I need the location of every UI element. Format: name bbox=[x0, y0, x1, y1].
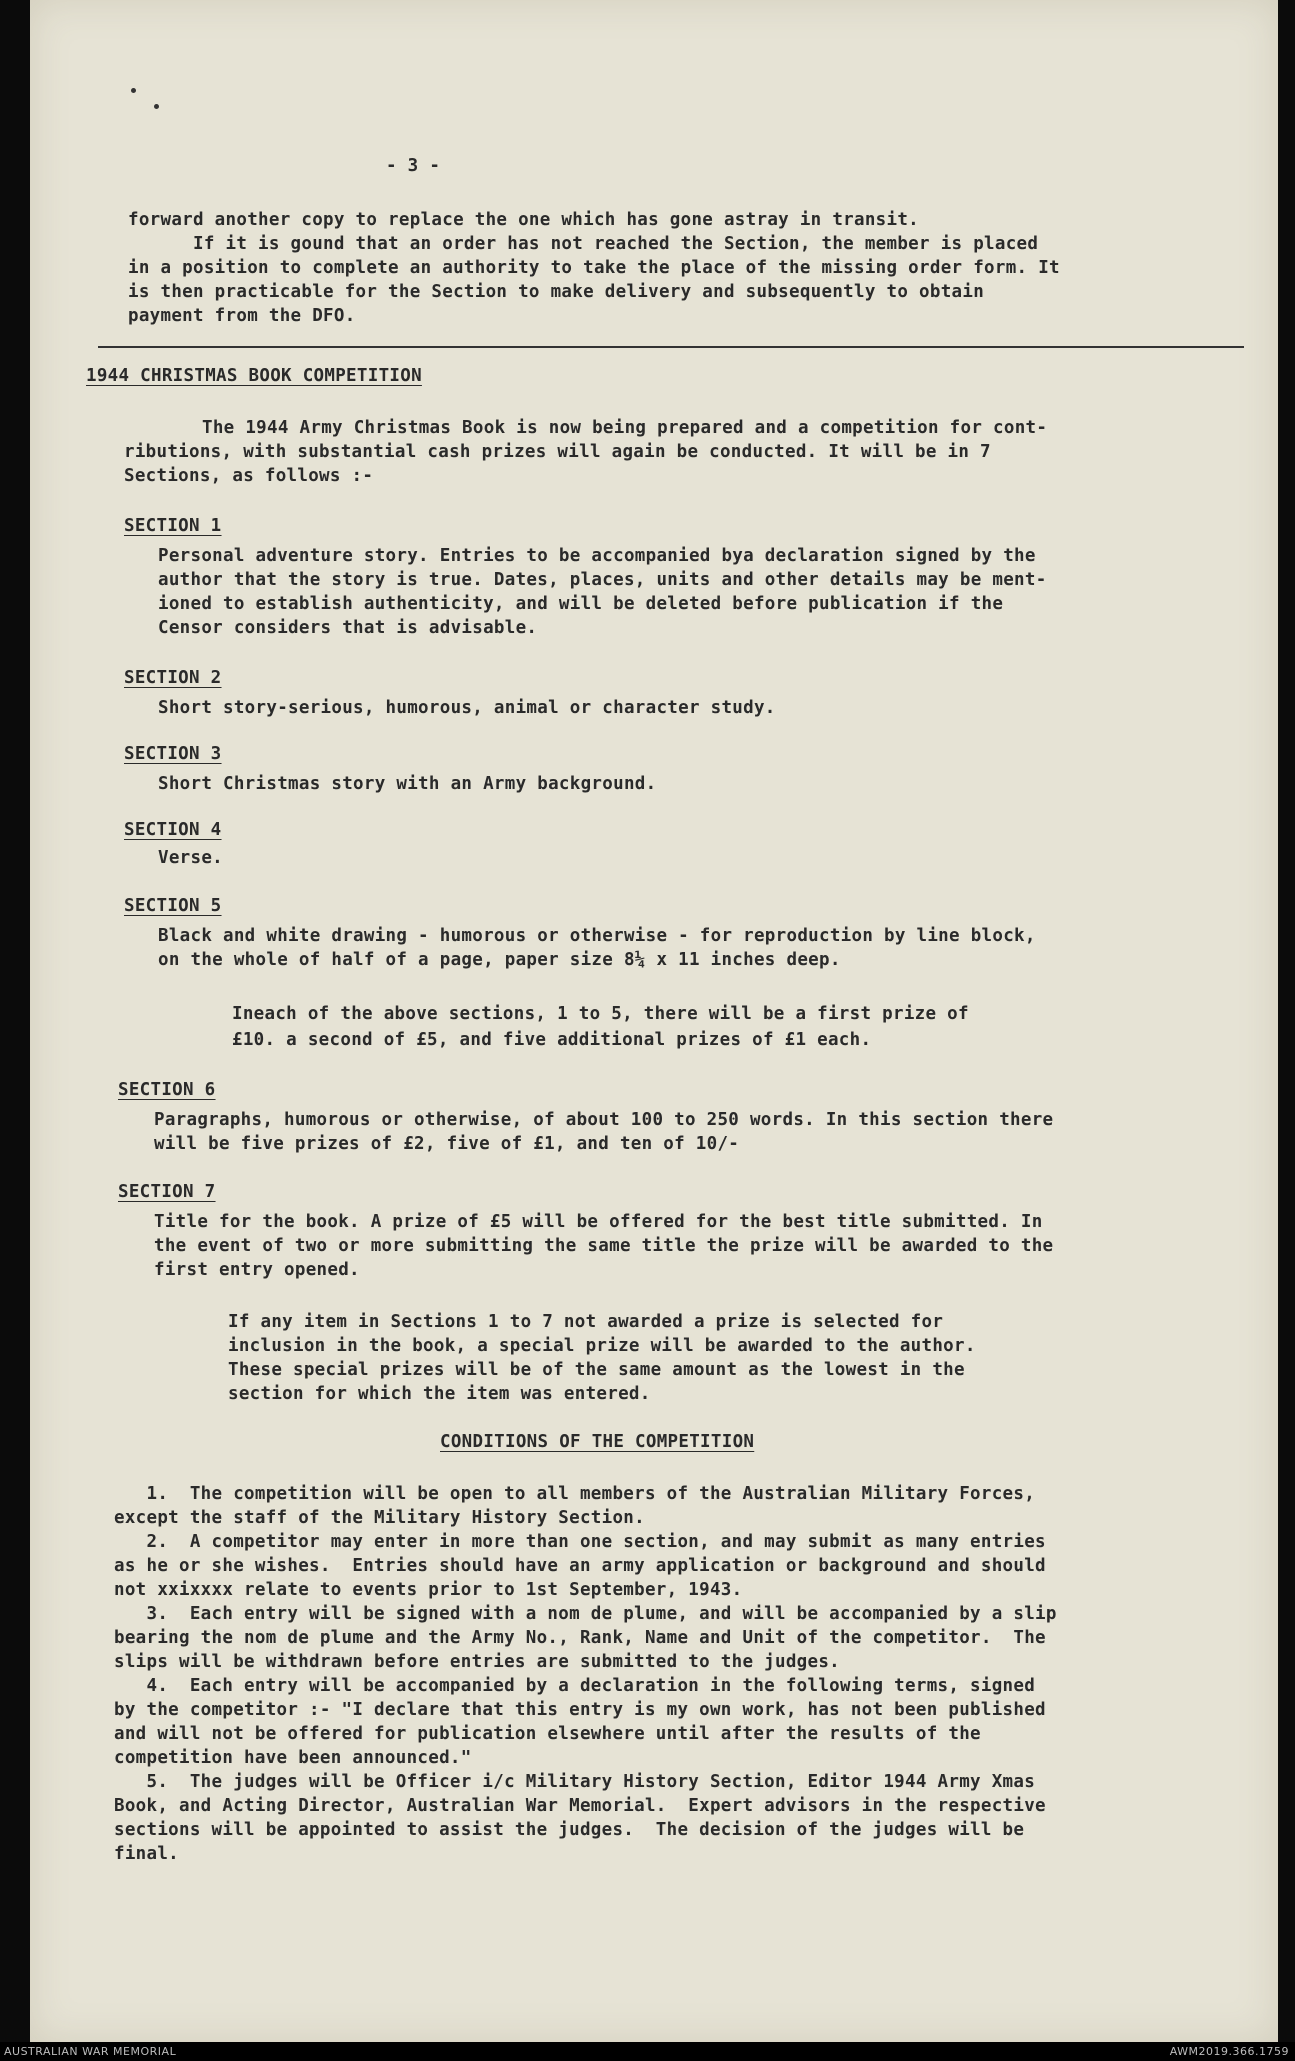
section-line: Verse. bbox=[158, 848, 224, 868]
section-heading: SECTION 1 bbox=[124, 516, 222, 536]
condition-line: competition have been announced." bbox=[114, 1748, 472, 1768]
intro-line: forward another copy to replace the one which has gone astray in transit. bbox=[128, 210, 920, 230]
section-line: author that the story is true. Dates, places, units and other details may be ment- bbox=[158, 570, 1047, 590]
competition-intro-line: Sections, as follows :- bbox=[124, 466, 374, 486]
condition-line: not xxixxxx relate to events prior to 1st September, 1943. bbox=[114, 1580, 743, 1600]
section-line: the event of two or more submitting the same title the prize will be awarded to the bbox=[154, 1236, 1054, 1256]
prize-note-line: £10. a second of £5, and five additional prizes of £1 each. bbox=[232, 1030, 872, 1050]
intro-line: payment from the DFO. bbox=[128, 306, 356, 326]
section-line: will be five prizes of £2, five of £1, and ten of 10/- bbox=[154, 1134, 740, 1154]
section-line: ioned to establish authenticity, and will be deleted before publication if the bbox=[158, 594, 1004, 614]
condition-line: slips will be withdrawn before entries are submitted to the judges. bbox=[114, 1652, 841, 1672]
competition-intro-line: The 1944 Army Christmas Book is now being prepared and a competition for cont- bbox=[202, 418, 1048, 438]
intro-line: in a position to complete an authority to take the place of the missing order form. It bbox=[128, 258, 1060, 278]
condition-line: Book, and Acting Director, Australian War Memorial. Expert advisors in the respective bbox=[114, 1796, 1046, 1816]
section-heading: SECTION 4 bbox=[124, 820, 222, 840]
footer-institution: AUSTRALIAN WAR MEMORIAL bbox=[4, 2045, 177, 2058]
condition-line: 1. The competition will be open to all members of the Australian Military Forces, bbox=[114, 1484, 1036, 1504]
condition-line: except the staff of the Military History Section. bbox=[114, 1508, 645, 1528]
footer-accession-number: AWM2019.366.1759 bbox=[1169, 2045, 1289, 2058]
section-line: on the whole of half of a page, paper size 8¼ x 11 inches deep. bbox=[158, 950, 841, 970]
conditions-title: CONDITIONS OF THE COMPETITION bbox=[440, 1432, 755, 1452]
section-heading: SECTION 6 bbox=[118, 1080, 216, 1100]
ink-mark bbox=[154, 104, 159, 109]
condition-line: 3. Each entry will be signed with a nom de plume, and will be accompanied by a slip bbox=[114, 1604, 1057, 1624]
section-heading: SECTION 5 bbox=[124, 896, 222, 916]
archive-footer bbox=[0, 2042, 1295, 2061]
section-line: Short story-serious, humorous, animal or character study. bbox=[158, 698, 776, 718]
divider-rule bbox=[98, 346, 1244, 348]
condition-line: 4. Each entry will be accompanied by a declaration in the following terms, signed bbox=[114, 1676, 1036, 1696]
intro-line: is then practicable for the Section to make delivery and subsequently to obtain bbox=[128, 282, 985, 302]
special-note-line: If any item in Sections 1 to 7 not awarded a prize is selected for bbox=[228, 1312, 944, 1332]
condition-line: and will not be offered for publication elsewhere until after the results of the bbox=[114, 1724, 981, 1744]
section-line: Short Christmas story with an Army background. bbox=[158, 774, 657, 794]
condition-line: 5. The judges will be Officer i/c Military History Section, Editor 1944 Army Xmas bbox=[114, 1772, 1036, 1792]
ink-mark bbox=[131, 88, 136, 93]
special-note-line: section for which the item was entered. bbox=[228, 1384, 651, 1404]
condition-line: final. bbox=[114, 1844, 180, 1864]
section-line: first entry opened. bbox=[154, 1260, 360, 1280]
page-number: - 3 - bbox=[386, 156, 441, 176]
section-line: Personal adventure story. Entries to be accompanied bya declaration signed by the bbox=[158, 546, 1036, 566]
section-heading: SECTION 3 bbox=[124, 744, 222, 764]
section-line: Paragraphs, humorous or otherwise, of about 100 to 250 words. In this section there bbox=[154, 1110, 1054, 1130]
section-heading: SECTION 2 bbox=[124, 668, 222, 688]
special-note-line: These special prizes will be of the same amount as the lowest in the bbox=[228, 1360, 965, 1380]
intro-line: If it is gound that an order has not reached the Section, the member is placed bbox=[128, 234, 1039, 254]
section-line: Black and white drawing - humorous or otherwise - for reproduction by line block, bbox=[158, 926, 1036, 946]
document-page bbox=[30, 0, 1278, 2042]
special-note-line: inclusion in the book, a special prize will be awarded to the author. bbox=[228, 1336, 976, 1356]
prize-note-line: Ineach of the above sections, 1 to 5, there will be a first prize of bbox=[232, 1004, 969, 1024]
condition-line: by the competitor :- "I declare that this entry is my own work, has not been published bbox=[114, 1700, 1046, 1720]
section-heading: SECTION 7 bbox=[118, 1182, 216, 1202]
condition-line: sections will be appointed to assist the judges. The decision of the judges will be bbox=[114, 1820, 1025, 1840]
condition-line: 2. A competitor may enter in more than one section, and may submit as many entries bbox=[114, 1532, 1046, 1552]
competition-title: 1944 CHRISTMAS BOOK COMPETITION bbox=[86, 366, 422, 386]
condition-line: bearing the nom de plume and the Army No., Rank, Name and Unit of the competitor. The bbox=[114, 1628, 1046, 1648]
section-line: Censor considers that is advisable. bbox=[158, 618, 538, 638]
condition-line: as he or she wishes. Entries should have an army application or background and should bbox=[114, 1556, 1046, 1576]
section-line: Title for the book. A prize of £5 will be offered for the best title submitted. In bbox=[154, 1212, 1043, 1232]
competition-intro-line: ributions, with substantial cash prizes will again be conducted. It will be in 7 bbox=[124, 442, 991, 462]
